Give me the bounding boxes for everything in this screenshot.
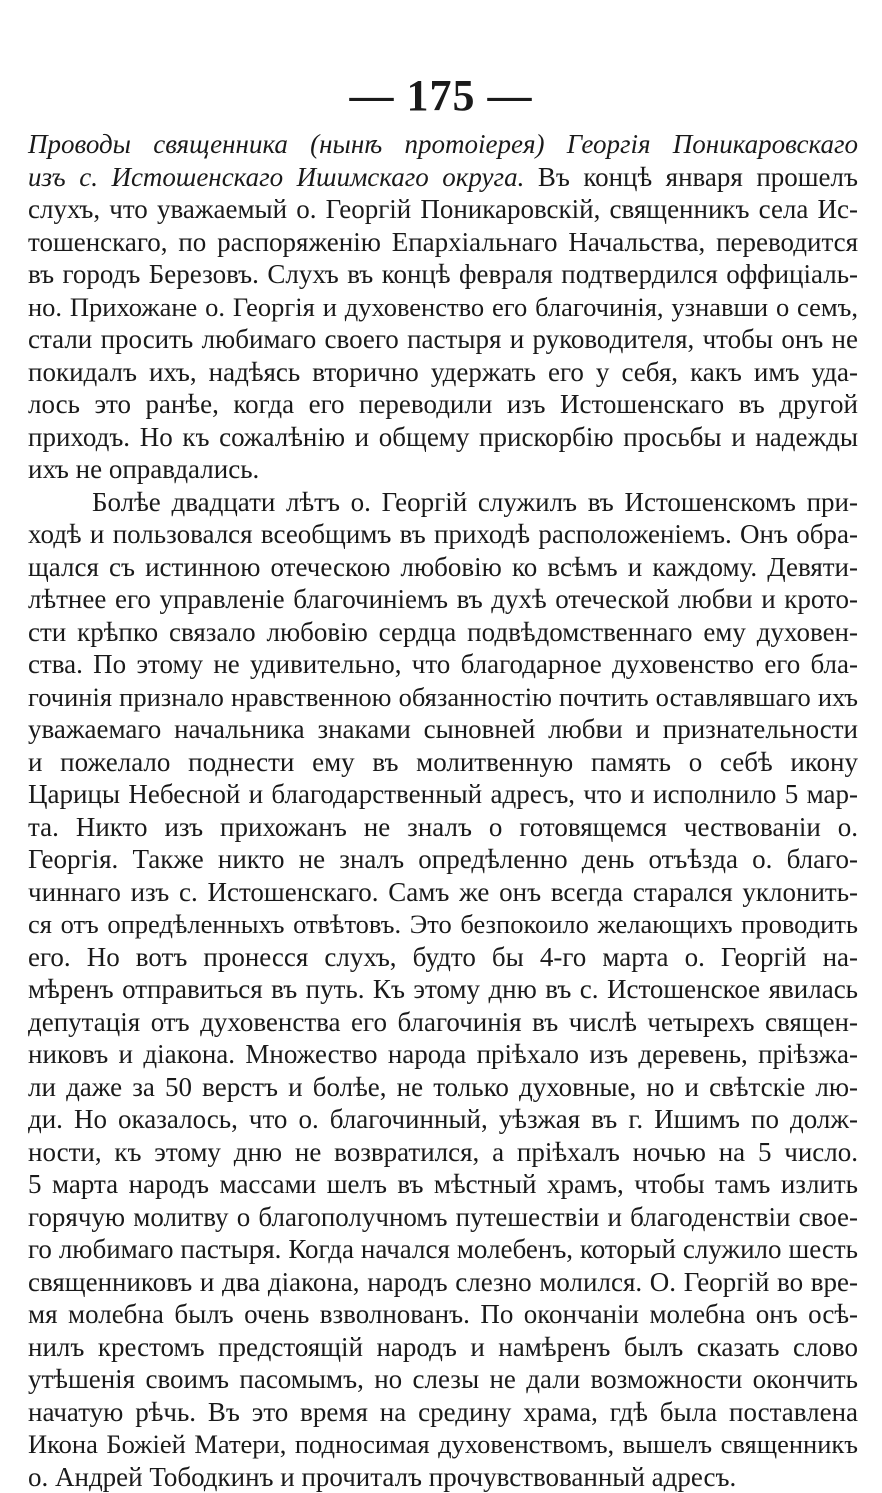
line-text: го любимаго пастыря. Когда начался молебенъ, который служило шесть [28, 1234, 858, 1264]
line-text: священниковъ и два діакона, народъ слезно молился. О. Георгій во вре- [28, 1267, 858, 1297]
line-text: его. Но вотъ пронесся слухъ, будто бы 4-го марта о. Георгій на- [28, 942, 858, 972]
text-line [28, 323, 858, 356]
text-line [28, 1071, 858, 1104]
text-line [28, 746, 858, 779]
italic-heading-text: Проводы священника (нынѣ протоіерея) Георгія Поникаровскаго [28, 129, 858, 159]
text-line [28, 486, 858, 519]
paragraph [28, 486, 858, 1493]
line-text: 5 марта народъ массами шелъ въ мѣстный храмъ, чтобы тамъ излить [28, 1169, 858, 1199]
line-text: утѣшенія своимъ пасомымъ, но слезы не дали возможности окончить [28, 1364, 858, 1394]
line-text: въ городъ Березовъ. Слухъ въ концѣ февраля подтвердился оффиціаль- [28, 259, 858, 289]
text-line [28, 356, 858, 389]
text-line [28, 843, 858, 876]
italic-heading-text: изъ с. Истошенскаго Ишимскаго округа. [28, 162, 524, 192]
text-line [28, 1103, 858, 1136]
line-text: ди. Но оказалось, что о. благочинный, уѣзжая въ г. Ишимъ по долж- [28, 1104, 858, 1134]
text-line [28, 583, 858, 616]
text-line [28, 421, 858, 454]
text-line [28, 973, 858, 1006]
line-text: гочинія признало нравственною обязанностію почтить оставлявшаго ихъ [28, 682, 858, 712]
text-line [28, 193, 858, 226]
line-text: покидалъ ихъ, надѣясь вторично удержать его у себя, какъ имъ уда- [28, 357, 858, 387]
text-line [28, 616, 858, 649]
line-text: горячую молитву о благополучномъ путешествіи и благоденствіи свое- [28, 1202, 858, 1232]
text-line [28, 941, 858, 974]
line-text: мя молебна былъ очень взволнованъ. По окончаніи молебна онъ осѣ- [28, 1299, 858, 1329]
line-text: Икона Божіей Матери, подносимая духовенствомъ, вышелъ священникъ [28, 1429, 858, 1459]
line-text: ходѣ и пользовался всеобщимъ въ приходѣ расположеніемъ. Онъ обра- [28, 519, 858, 549]
text-line [28, 1331, 858, 1364]
text-line [28, 1298, 858, 1331]
line-text: нилъ крестомъ предстоящій народъ и намѣренъ былъ сказать слово [28, 1332, 858, 1362]
text-line [28, 1168, 858, 1201]
line-text: ихъ не оправдались. [28, 454, 259, 484]
line-text: ли даже за 50 верстъ и болѣе, не только духовные, но и свѣтскіе лю- [28, 1072, 858, 1102]
text-line [28, 908, 858, 941]
text-line [28, 258, 858, 291]
text-line [28, 1363, 858, 1396]
text-line [28, 128, 858, 161]
line-text: приходъ. Но къ сожалѣнію и общему прискорбію просьбы и надежды [28, 422, 858, 452]
text-line [28, 1136, 858, 1169]
text-line [28, 551, 858, 584]
text-line [28, 1201, 858, 1234]
line-text: Царицы Небесной и благодарственный адресъ, что и исполнило 5 мар- [28, 779, 858, 809]
line-text: депутація отъ духовенства его благочинія въ числѣ четырехъ священ- [28, 1007, 858, 1037]
text-line [28, 161, 858, 194]
line-text: Въ концѣ января прошелъ [524, 162, 858, 192]
text-line [28, 778, 858, 811]
text-line [28, 453, 858, 486]
text-line [28, 1233, 858, 1266]
text-line [28, 1396, 858, 1429]
line-text: уважаемаго начальника знаками сыновней любви и признательности [28, 714, 858, 744]
text-line [28, 876, 858, 909]
line-text: начатую рѣчь. Въ это время на средину храма, гдѣ была поставлена [28, 1397, 858, 1427]
line-text: лось это ранѣе, когда его переводили изъ Истошенскаго въ другой [28, 389, 858, 419]
text-line [28, 681, 858, 714]
body-text [28, 128, 858, 1493]
text-line [28, 291, 858, 324]
line-text: ства. По этому не удивительно, что благодарное духовенство его бла- [28, 649, 858, 679]
line-text: и пожелало поднести ему въ молитвенную память о себѣ икону [28, 747, 858, 777]
line-text: тошенскаго, по распоряженію Епархіальнаго Начальства, переводится [28, 227, 858, 257]
line-text: ности, къ этому дню не возвратился, а пріѣхалъ ночью на 5 число. [28, 1137, 858, 1167]
line-text: мѣренъ отправиться въ путь. Къ этому дню въ с. Истошенское явилась [28, 974, 858, 1004]
line-text: Болѣе двадцати лѣтъ о. Георгій служилъ въ Истошенскомъ при- [92, 487, 858, 517]
line-text: стали просить любимаго своего пастыря и руководителя, чтобы онъ не [28, 324, 858, 354]
line-text: щался съ истинною отеческою любовію ко всѣмъ и каждому. Девяти- [28, 552, 858, 582]
text-line [28, 1266, 858, 1299]
line-text: ся отъ опредѣленныхъ отвѣтовъ. Это безпокоило желающихъ проводить [28, 909, 858, 939]
line-text: никовъ и діакона. Множество народа пріѣхало изъ деревень, пріѣзжа- [28, 1039, 858, 1069]
text-line [28, 226, 858, 259]
line-text: о. Андрей Тободкинъ и прочиталъ прочувствованный адресъ. [28, 1462, 736, 1492]
text-line [28, 1461, 858, 1493]
text-line [28, 713, 858, 746]
line-text: но. Прихожане о. Георгія и духовенство его благочинія, узнавши о семъ, [28, 292, 858, 322]
text-line [28, 1428, 858, 1461]
text-line [28, 1006, 858, 1039]
text-line [28, 388, 858, 421]
text-line [28, 648, 858, 681]
paragraph [28, 128, 858, 486]
page-number: — 175 — [0, 70, 882, 121]
line-text: лѣтнее его управленіе благочиніемъ въ духѣ отеческой любви и крото- [28, 584, 858, 614]
text-line [28, 811, 858, 844]
line-text: слухъ, что уважаемый о. Георгій Поникаровскій, священникъ села Ис- [28, 194, 858, 224]
line-text: Георгія. Также никто не зналъ опредѣленно день отъѣзда о. благо- [28, 844, 858, 874]
text-line [28, 518, 858, 551]
line-text: чиннаго изъ с. Истошенскаго. Самъ же онъ всегда старался уклонить- [28, 877, 858, 907]
line-text: та. Никто изъ прихожанъ не зналъ о готовящемся чествованіи о. [28, 812, 858, 842]
line-text: сти крѣпко связало любовію сердца подвѣдомственнаго ему духовен- [28, 617, 858, 647]
text-line [28, 1038, 858, 1071]
